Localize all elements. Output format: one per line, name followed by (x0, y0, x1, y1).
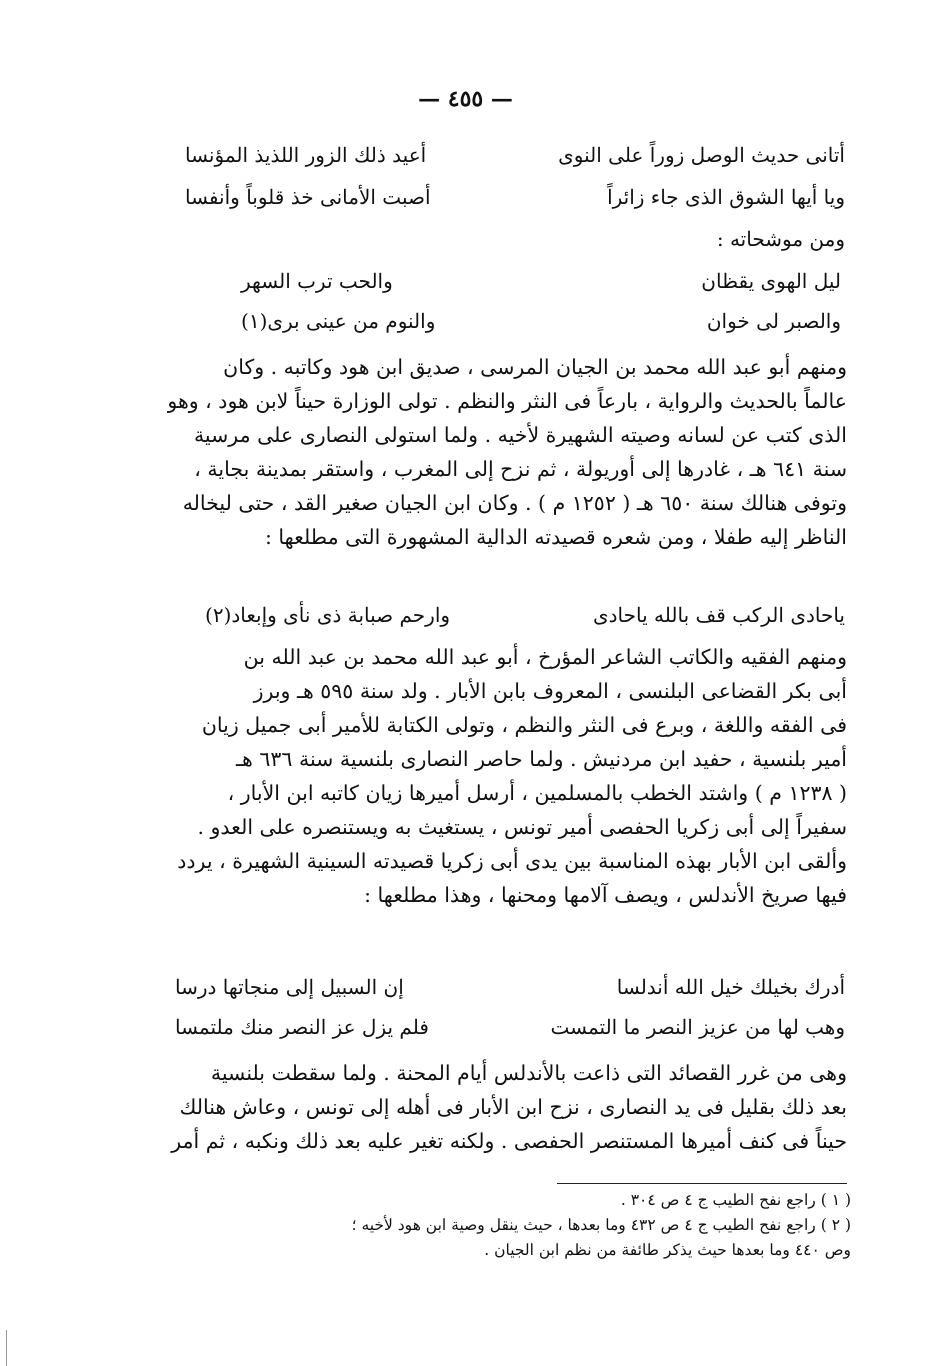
verse-line (241, 304, 841, 338)
verse-line (241, 264, 841, 298)
verse-first-hemistich: ليل الهوى يقظان (701, 269, 841, 293)
text-line: وهى من غرر القصائد التى ذاعت بالأندلس أيام المحنة . ولما سقطت بلنسية (210, 1061, 847, 1085)
verse-second-hemistich: فلم يزل عز النصر منك ملتمسا (175, 1015, 429, 1039)
text-line: سفيراً إلى أبى زكريا الحفصى أمير تونس ، يستغيث به ويستنصره على العدو . (197, 815, 847, 839)
verse-first-hemistich: ويا أيها الشوق الذى جاء زائراً (607, 185, 845, 209)
muwashshah-intro: ومن موشحاته : (716, 227, 845, 251)
text-line: الناظر إليه طفلا ، ومن شعره قصيدته الدالية المشهورة التى مطلعها : (264, 525, 847, 549)
verse-second-hemistich: أصبت الأمانى خذ قلوباً وأنفسا (185, 185, 431, 209)
verse-second-hemistich: إن السبيل إلى منجاتها درسا (175, 975, 404, 999)
text-line: أمير بلنسية ، حفيد ابن مردنيش . ولما حاصر النصارى بلنسية سنة ٦٣٦ هـ (236, 747, 847, 771)
text-line: سنة ٦٤١ هـ ، غادرها إلى أوريولة ، ثم نزح إلى المغرب ، واستقر بمدينة بجاية ، (194, 457, 847, 481)
footnote: وص ٤٤٠ وما بعدها حيث يذكر طائفة من نظم ابن الجيان . (484, 1241, 851, 1259)
verse-second-hemistich: أعيد ذلك الزور اللذيذ المؤنسا (185, 143, 427, 167)
footnotes (151, 1188, 851, 1263)
verse-line (185, 180, 845, 214)
verse-first-hemistich: ياحادى الركب قف بالله ياحادى (593, 603, 845, 627)
verse-line (205, 598, 845, 632)
text-line: بعد ذلك بقليل فى يد النصارى ، نزح ابن الأبار فى أهله إلى تونس ، وعاش هنالك (179, 1095, 847, 1119)
paragraph (167, 640, 847, 912)
text-line: الذى كتب عن لسانه وصيته الشهيرة لأخيه . ولما استولى النصارى على مرسية (193, 423, 847, 447)
text-line: فى الفقه واللغة ، وبرع فى النثر والنظم ، وتولى الكتابة للأمير أبى جميل زيان (201, 713, 847, 737)
text-line: وتوفى هنالك سنة ٦٥٠ هـ ( ١٢٥٢ م ) . وكان ابن الجيان صغير القد ، حتى ليخاله (182, 491, 847, 515)
verse-first-hemistich: أتانى حديث الوصل زوراً على النوى (558, 143, 845, 167)
verse-line (175, 970, 845, 1004)
paragraph (167, 1056, 847, 1158)
text-line: ( ١٢٣٨ م ) واشتد الخطب بالمسلمين ، أرسل أميرها زيان كاتبه ابن الأبار ، (227, 781, 847, 805)
page-edge-mark (6, 1330, 7, 1366)
verse-first-hemistich: وهب لها من عزيز النصر ما التمست (550, 1015, 845, 1039)
text-line: وألقى ابن الأبار بهذه المناسبة بين يدى أبى زكريا قصيدته السينية الشهيرة ، يردد (177, 849, 847, 873)
verse-second-hemistich: والنوم من عينى برى(١) (241, 309, 436, 333)
footnote: ( ٢ ) راجع نفح الطيب ج ٤ ص ٤٣٢ وما بعدها ، حيث ينقل وصية ابن هود لأخيه ؛ (351, 1216, 851, 1234)
verse-line (185, 138, 845, 172)
verse-second-hemistich: والحب ترب السهر (241, 269, 393, 293)
text-line: أبى بكر القضاعى البلنسى ، المعروف بابن الأبار . ولد سنة ٥٩٥ هـ وبرز (253, 679, 847, 703)
paragraph (167, 350, 847, 554)
text-line: ومنهم أبو عبد الله محمد بن الجيان المرسى ، صديق ابن هود وكاتبه . وكان (223, 355, 847, 379)
text-line: حيناً فى كنف أميرها المستنصر الحفصى . ولكنه تغير عليه بعد ذلك ونكبه ، ثم أمر (171, 1129, 847, 1153)
footnote: ( ١ ) راجع نفح الطيب ج ٤ ص ٣٠٤ . (620, 1191, 851, 1209)
footnote-separator (557, 1183, 847, 1184)
text-line: عالماً بالحديث والرواية ، بارعاً فى النثر والنظم . تولى الوزارة حيناً لابن هود ، وهو (167, 389, 847, 413)
text-line: فيها صريخ الأندلس ، ويصف آلامها ومحنها ، وهذا مطلعها : (364, 883, 847, 907)
verse-first-hemistich: أدرك بخيلك خيل الله أندلسا (616, 975, 845, 999)
text-line: ومنهم الفقيه والكاتب الشاعر المؤرخ ، أبو عبد الله محمد بن عبد الله بن (243, 645, 847, 669)
page-number: — ٤٥٥ — (418, 86, 513, 112)
verse-line (175, 1010, 845, 1044)
verse-first-hemistich: والصبر لى خوان (706, 309, 841, 333)
verse-second-hemistich: وارحم صبابة ذى نأى وإبعاد(٢) (205, 603, 451, 627)
